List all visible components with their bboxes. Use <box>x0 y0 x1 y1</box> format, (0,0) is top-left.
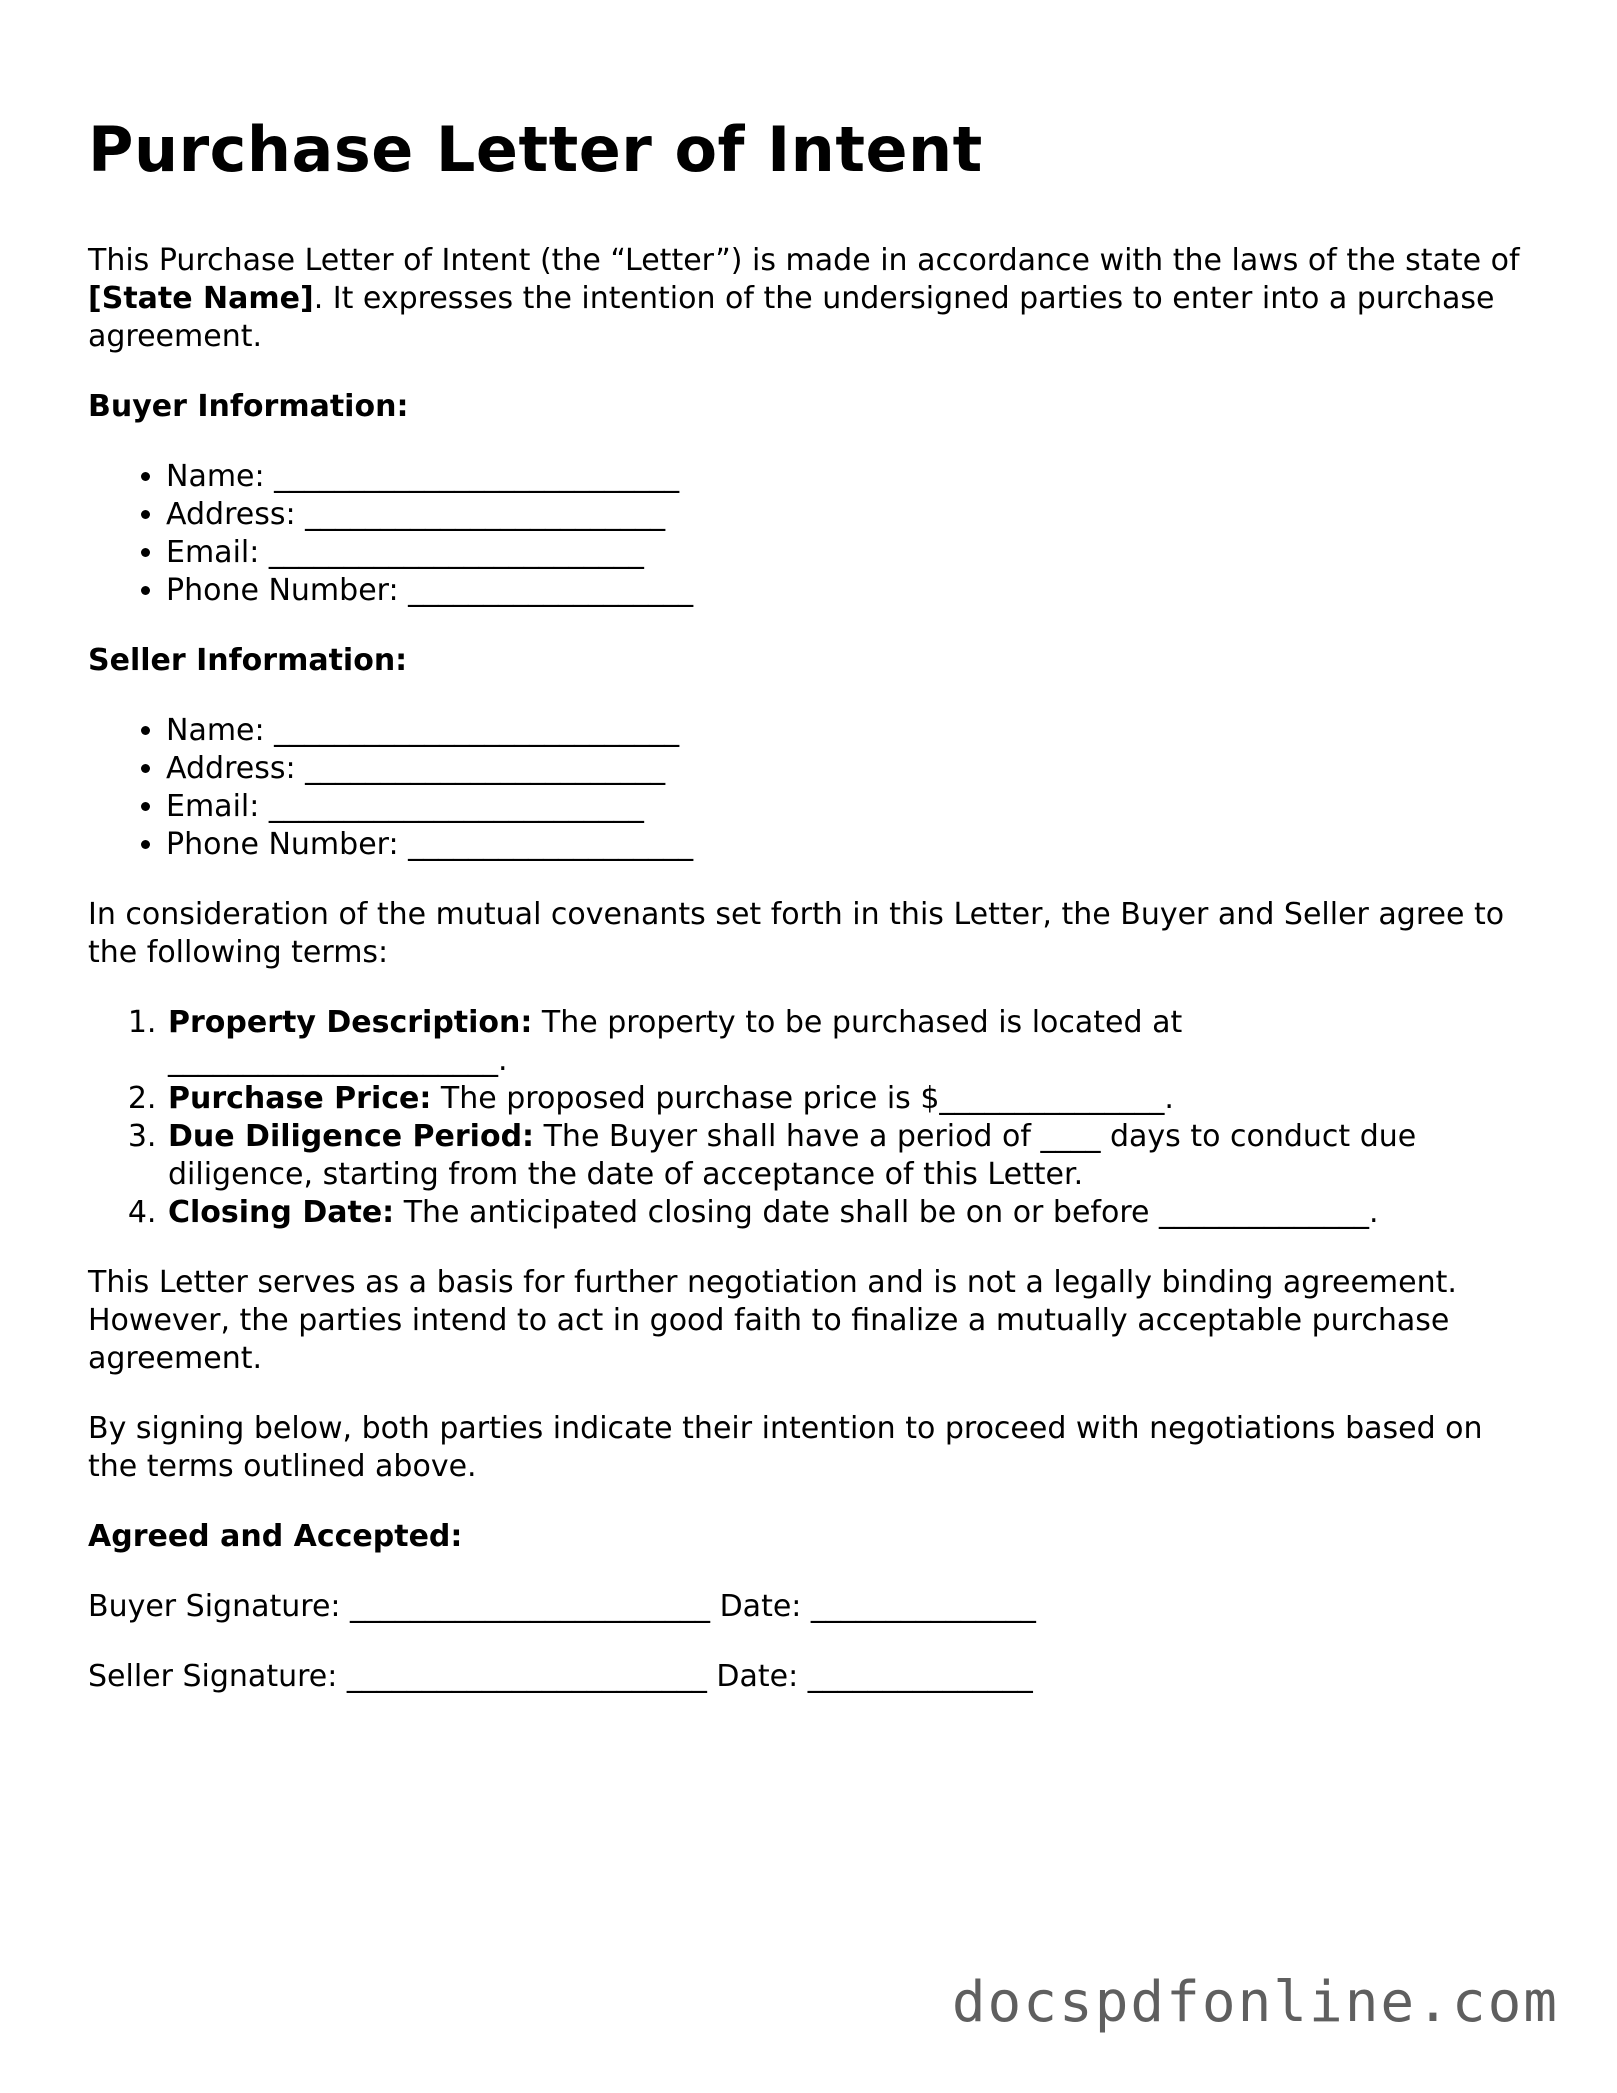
seller-phone-field: • Phone Number: ___________________ <box>166 826 1528 864</box>
intro-paragraph <box>88 242 1528 356</box>
term-text: The property to be purchased is located at ______________________. <box>168 1005 1183 1078</box>
consideration-paragraph: In consideration of the mutual covenants set forth in this Letter, the Buyer and Seller agree to the following terms: <box>88 897 1505 970</box>
watermark: docspdfonline.com <box>951 1970 1559 2035</box>
term-label: Due Diligence Period: <box>168 1119 535 1154</box>
terms-list <box>88 1004 1528 1232</box>
buyer-phone-field: • Phone Number: ___________________ <box>166 572 1528 610</box>
not-binding-paragraph: This Letter serves as a basis for further negotiation and is not a legally binding agreement. However, the parties intend to act in good faith to finalize a mutually acceptable purchase agreement. <box>88 1265 1457 1376</box>
document-title: Purchase Letter of Intent <box>88 113 983 186</box>
term-purchase-price <box>166 1080 1528 1118</box>
document-page <box>88 108 1528 1728</box>
term-label: Closing Date: <box>168 1195 395 1230</box>
buyer-email-field: • Email: _________________________ <box>166 534 1528 572</box>
term-text: The Buyer shall have a period of ____ days to conduct due diligence, starting from the date of acceptance of this Letter. <box>168 1119 1417 1192</box>
intro-text-after: . It expresses the intention of the undersigned parties to enter into a purchase agreement. <box>88 281 1495 354</box>
term-closing-date <box>166 1194 1528 1232</box>
term-label: Purchase Price: <box>168 1081 432 1116</box>
seller-name-field: • Name: ___________________________ <box>166 712 1528 750</box>
agreed-accepted-heading: Agreed and Accepted: <box>88 1519 463 1554</box>
term-due-diligence-period <box>166 1118 1528 1194</box>
state-name-placeholder: [State Name] <box>88 281 314 316</box>
seller-signature-line: Seller Signature: ________________________ Date: _______________ <box>88 1659 1033 1694</box>
buyer-information-heading: Buyer Information: <box>88 389 409 424</box>
intro-text-before: This Purchase Letter of Intent (the “Letter”) is made in accordance with the laws of the state of <box>88 243 1520 278</box>
by-signing-paragraph: By signing below, both parties indicate their intention to proceed with negotiations based on the terms outlined above. <box>88 1411 1483 1484</box>
buyer-signature-line: Buyer Signature: ________________________ Date: _______________ <box>88 1589 1036 1624</box>
term-text: The proposed purchase price is $_______________. <box>431 1081 1174 1116</box>
seller-address-field: • Address: ________________________ <box>166 750 1528 788</box>
buyer-information-list <box>88 458 1528 610</box>
seller-information-list <box>88 712 1528 864</box>
buyer-address-field: • Address: ________________________ <box>166 496 1528 534</box>
term-text: The anticipated closing date shall be on or before ______________. <box>394 1195 1379 1230</box>
seller-email-field: • Email: _________________________ <box>166 788 1528 826</box>
buyer-name-field: • Name: ___________________________ <box>166 458 1528 496</box>
term-label: Property Description: <box>168 1005 533 1040</box>
seller-information-heading: Seller Information: <box>88 643 408 678</box>
term-property-description <box>166 1004 1528 1080</box>
